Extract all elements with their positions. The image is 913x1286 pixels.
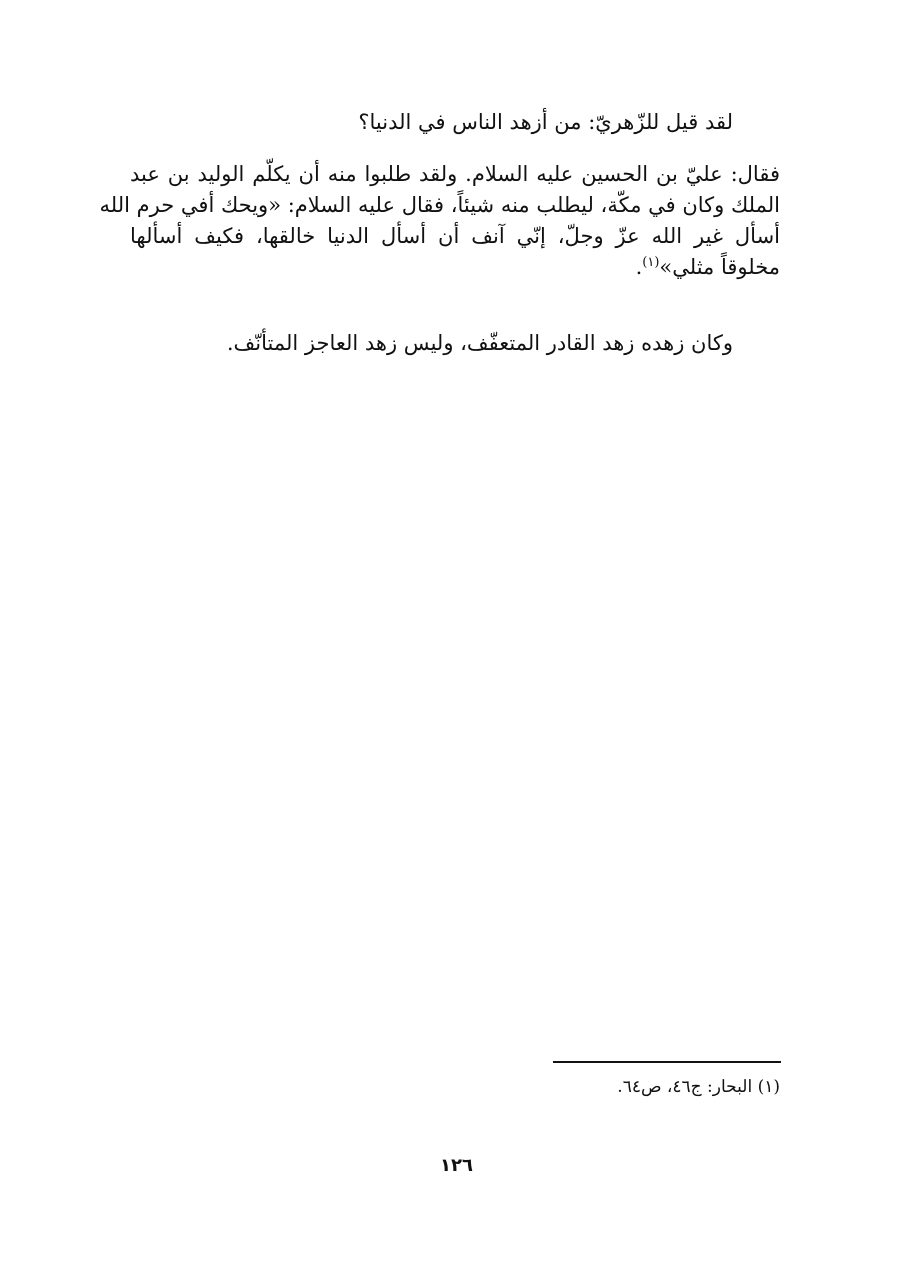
paragraph-answer-line: فقال: عليّ بن الحسين عليه السلام. ولقد طلبوا منه أن يكلّم الوليد بن عبد <box>130 162 780 186</box>
sentence-end: . <box>635 255 643 279</box>
footnote-divider <box>553 1061 781 1063</box>
paragraph-answer-line: أسأل غير الله عزّ وجلّ، إنّي آنف أن أسأل الدنيا خالقها، فكيف أسألها <box>130 224 780 248</box>
footnote-reference[interactable]: (١) <box>642 255 660 270</box>
paragraph-answer <box>99 159 780 283</box>
page-number: ١٢٦ <box>440 1155 473 1176</box>
paragraph-answer-line-text: مخلوقاً مثلي» <box>659 255 780 279</box>
paragraph-conclusion: وكان زهده زهد القادر المتعفّف، وليس زهد العاجز المتأنّف. <box>226 331 733 355</box>
footnote-text: (١) البحار: ج٤٦، ص٦٤. <box>617 1077 780 1097</box>
paragraph-answer-line: الملك وكان في مكّة، ليطلب منه شيئاً، فقال عليه السلام: «ويحك أفي حرم الله <box>99 193 780 217</box>
paragraph-question: لقد قيل للزّهريّ: من أزهد الناس في الدنيا؟ <box>358 110 733 134</box>
paragraph-answer-line-last <box>130 252 780 283</box>
